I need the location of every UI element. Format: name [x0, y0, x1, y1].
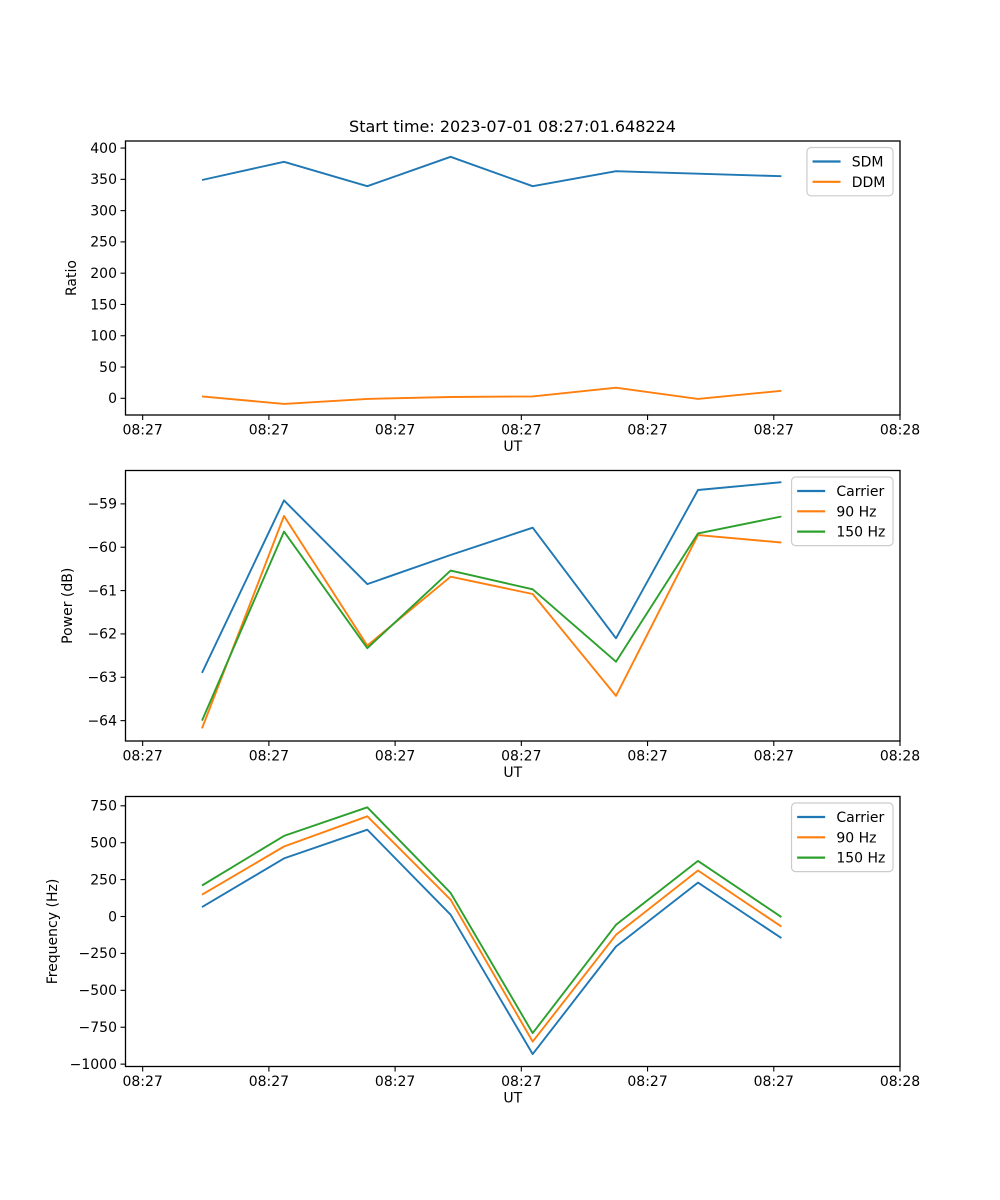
y-tick-label: −500 [78, 983, 117, 1000]
x-tick-label: 08:27 [501, 748, 542, 765]
x-tick-label: 08:27 [501, 422, 542, 439]
y-tick-label: 400 [90, 140, 117, 157]
y-tick-label: −64 [87, 713, 117, 730]
legend-label-ddm: DDM [851, 174, 886, 191]
y-tick-label: 150 [90, 297, 117, 314]
y-tick-label: 350 [90, 172, 117, 189]
axes-box [126, 141, 901, 415]
x-tick-label: 08:27 [122, 422, 163, 439]
y-axis-label: Power (dB) [60, 567, 76, 644]
x-tick-label: 08:27 [753, 748, 794, 765]
y-axis-label: Ratio [64, 260, 80, 296]
y-tick-label: −61 [87, 583, 117, 600]
y-tick-label: 250 [90, 234, 117, 251]
y-tick-label: 200 [90, 265, 117, 282]
legend [792, 477, 893, 546]
y-tick-label: 50 [99, 359, 117, 376]
y-tick-label: 750 [90, 798, 117, 815]
y-tick-label: −63 [87, 670, 117, 687]
y-tick-label: 0 [108, 909, 117, 926]
y-axis-label: Frequency (Hz) [45, 878, 61, 985]
subplot-2 [60, 471, 920, 782]
y-tick-label: −59 [87, 496, 117, 513]
axes-box [126, 797, 901, 1067]
x-tick-label: 08:27 [248, 748, 290, 765]
x-tick-label: 08:28 [879, 1074, 921, 1090]
y-tick-label: 250 [90, 872, 117, 889]
x-tick-label: 08:27 [374, 748, 416, 765]
y-tick-label: −62 [87, 626, 117, 643]
x-axis-label: UT [503, 439, 523, 455]
legend-label-90-hz: 90 Hz [836, 504, 877, 521]
x-tick-label: 08:27 [627, 1074, 668, 1090]
legend-label-carrier: Carrier [836, 484, 885, 500]
y-tick-label: 100 [90, 328, 117, 345]
x-tick-label: 08:27 [122, 748, 163, 765]
x-tick-label: 08:27 [501, 1074, 542, 1090]
x-axis-label: UT [503, 765, 523, 781]
x-tick-label: 08:27 [374, 1074, 416, 1090]
legend [807, 148, 893, 196]
x-tick-label: 08:27 [627, 748, 668, 765]
x-tick-label: 08:27 [627, 422, 668, 439]
x-tick-label: 08:27 [753, 422, 794, 439]
axes-box [126, 471, 901, 742]
legend-label-150-hz: 150 Hz [836, 524, 886, 541]
subplot-3 [45, 797, 920, 1107]
x-tick-label: 08:27 [248, 422, 290, 439]
legend-label-150-hz: 150 Hz [836, 850, 886, 867]
legend-label-carrier: Carrier [836, 810, 885, 826]
x-tick-label: 08:28 [879, 422, 921, 439]
legend [792, 803, 893, 872]
y-tick-label: 300 [90, 203, 117, 220]
x-tick-label: 08:28 [879, 748, 921, 765]
y-tick-label: −750 [78, 1020, 117, 1037]
x-tick-label: 08:27 [122, 1074, 163, 1090]
y-tick-label: 500 [90, 835, 117, 852]
x-tick-label: 08:27 [374, 422, 416, 439]
x-tick-label: 08:27 [753, 1074, 794, 1090]
x-tick-label: 08:27 [248, 1074, 290, 1090]
subplot-1 [64, 141, 920, 455]
figure-title: Start time: 2023-07-01 08:27:01.648224 [349, 117, 676, 136]
x-axis-label: UT [503, 1090, 523, 1107]
legend-label-90-hz: 90 Hz [836, 830, 877, 847]
y-tick-label: 0 [108, 391, 117, 408]
y-tick-label: −250 [78, 946, 117, 963]
legend-label-sdm: SDM [851, 154, 884, 171]
y-tick-label: −60 [87, 540, 117, 557]
y-tick-label: −1000 [69, 1056, 117, 1073]
